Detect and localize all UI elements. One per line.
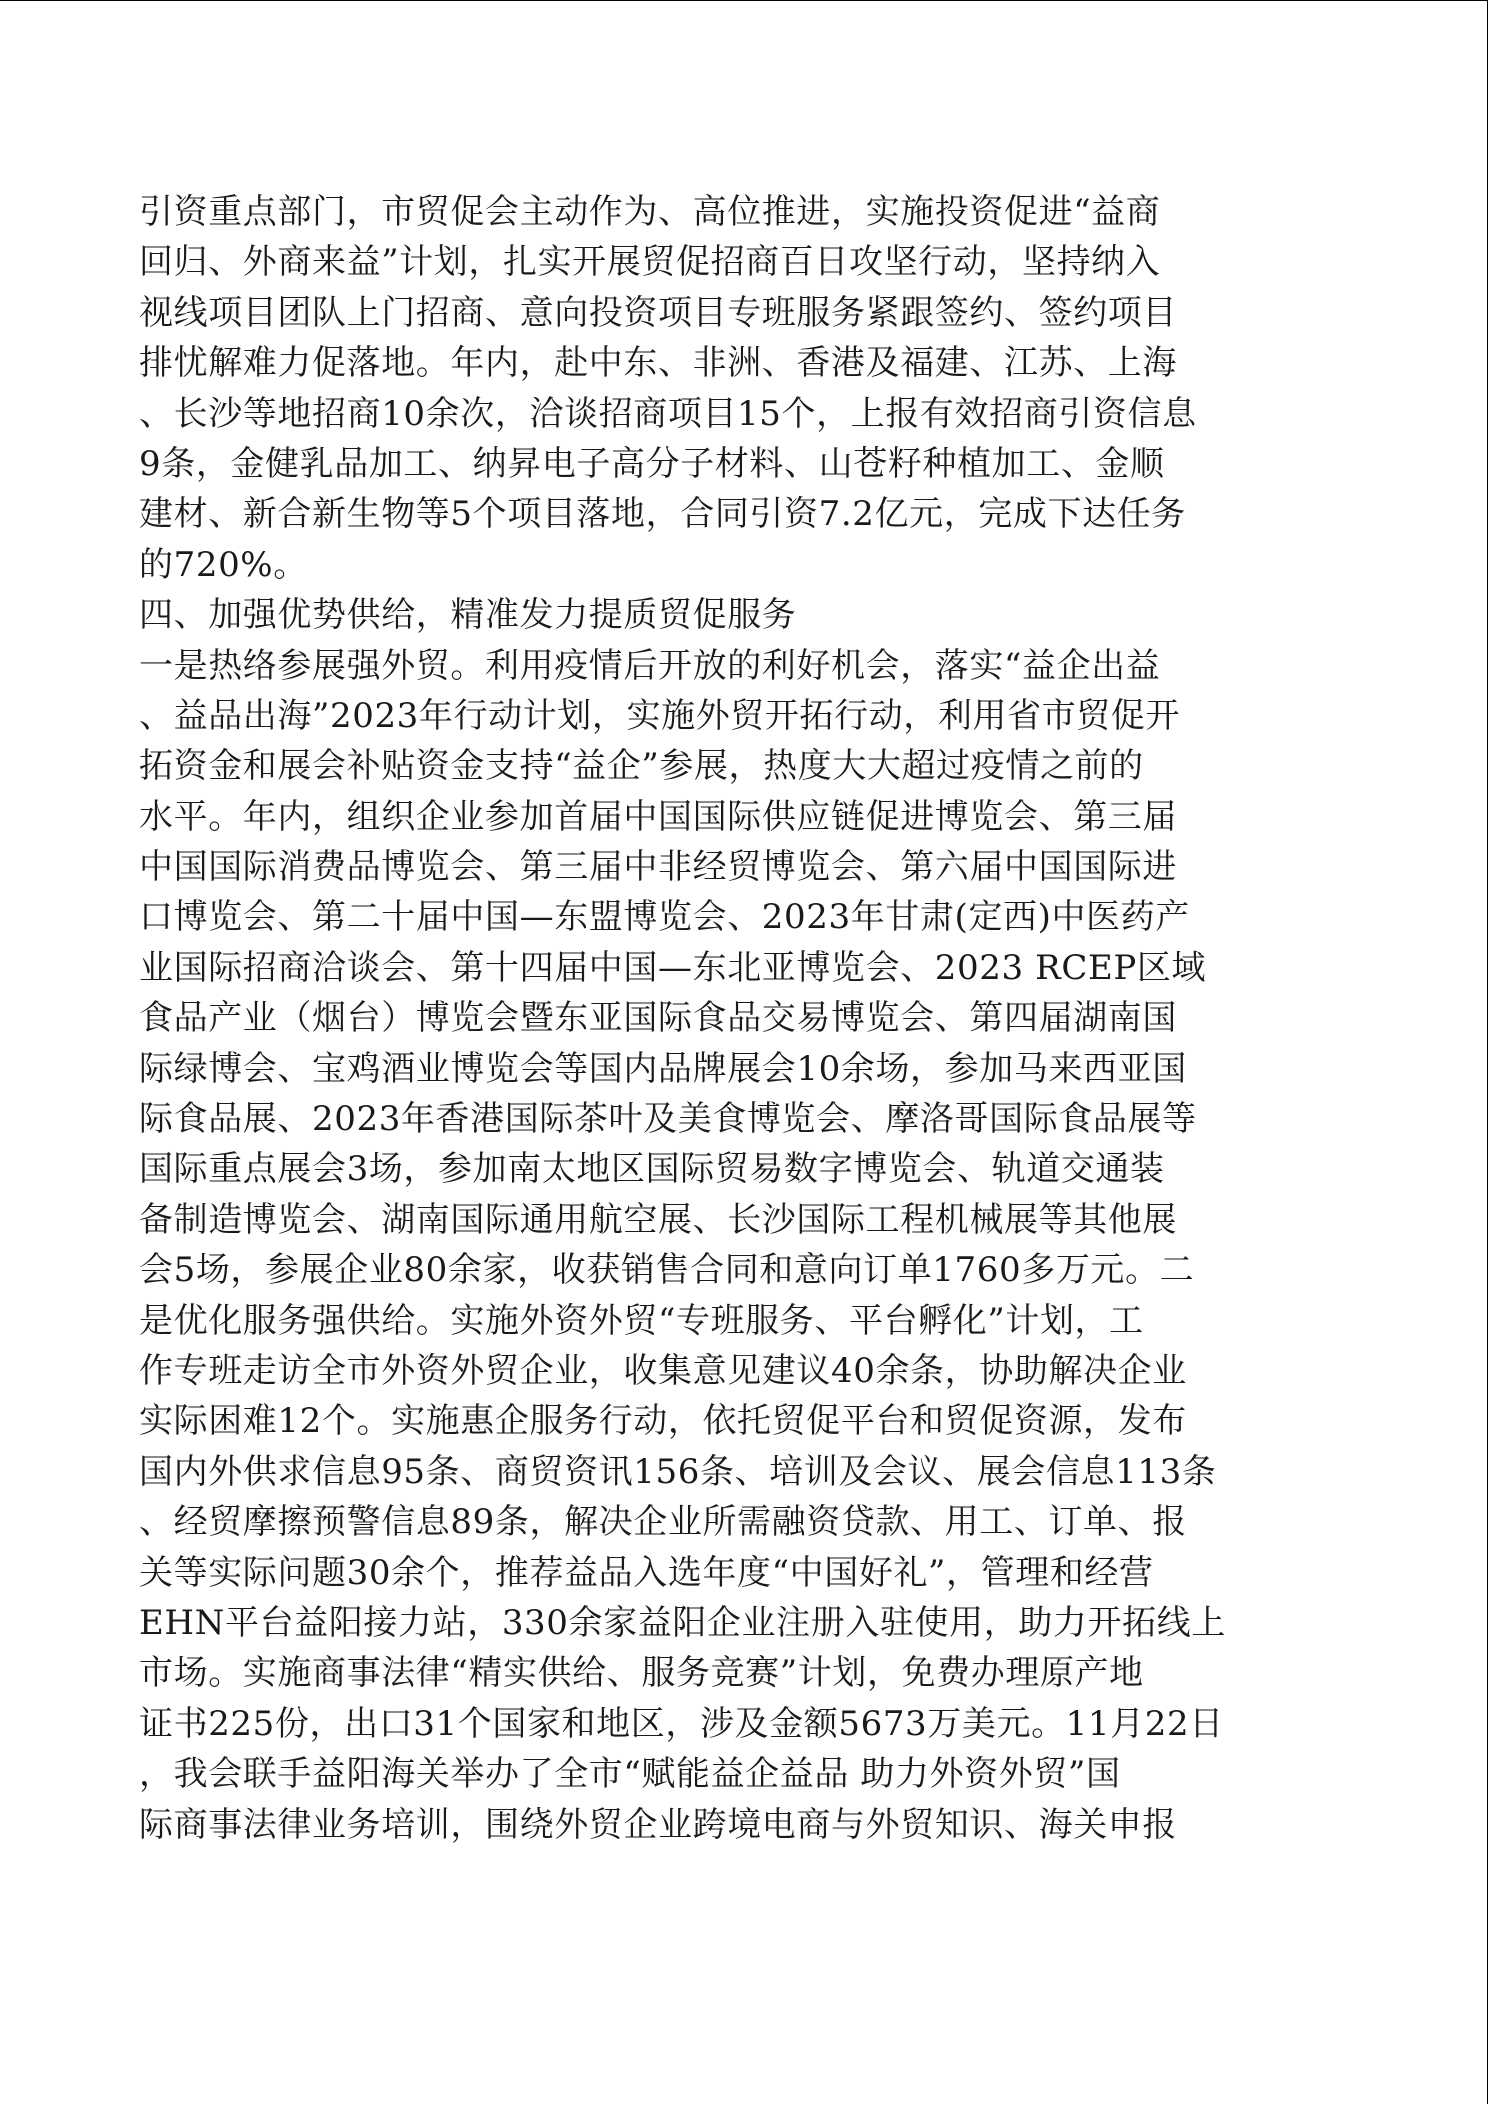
text-line: 、经贸摩擦预警信息89条，解决企业所需融资贷款、用工、订单、报	[139, 1502, 1187, 1543]
text-line: 会5场，参展企业80余家，收获销售合同和意向订单1760多万元。二	[139, 1250, 1195, 1291]
text-line: 食品产业（烟台）博览会暨东亚国际食品交易博览会、第四届湖南国	[139, 998, 1177, 1039]
text-line: 是优化服务强供给。实施外资外贸“专班服务、平台孵化”计划，工	[139, 1300, 1144, 1341]
body-text	[139, 187, 1339, 1850]
text-line: EHN平台益阳接力站，330余家益阳企业注册入驻使用，助力开拓线上	[139, 1602, 1226, 1643]
text-line: 建材、新合新生物等5个项目落地，合同引资7.2亿元，完成下达任务	[139, 494, 1186, 535]
text-line: 一是热络参展强外贸。利用疫情后开放的利好机会，落实“益企出益	[139, 645, 1161, 686]
text-line: 作专班走访全市外资外贸企业，收集意见建议40余条，协助解决企业	[139, 1350, 1187, 1391]
text-line: ，我会联手益阳海关举办了全市“赋能益企益品 助力外资外贸”国	[139, 1754, 1121, 1795]
text-line: 业国际招商洽谈会、第十四届中国—东北亚博览会、2023 RCEP区域	[139, 947, 1207, 988]
text-line: 证书225份，出口31个国家和地区，涉及金额5673万美元。11月22日	[139, 1703, 1224, 1744]
text-line: 关等实际问题30余个，推荐益品入选年度“中国好礼”，管理和经营	[139, 1552, 1154, 1593]
text-line: 、长沙等地招商10余次，洽谈招商项目15个，上报有效招商引资信息	[139, 393, 1197, 434]
text-line: 实际困难12个。实施惠企服务行动，依托贸促平台和贸促资源，发布	[139, 1401, 1187, 1442]
text-line: 、益品出海”2023年行动计划，实施外贸开拓行动，利用省市贸促开	[139, 695, 1181, 736]
text-line: 备制造博览会、湖南国际通用航空展、长沙国际工程机械展等其他展	[139, 1199, 1177, 1240]
text-line: 际食品展、2023年香港国际茶叶及美食博览会、摩洛哥国际食品展等	[139, 1099, 1197, 1140]
text-line: 拓资金和展会补贴资金支持“益企”参展，热度大大超过疫情之前的	[139, 746, 1144, 787]
text-line: 视线项目团队上门招商、意向投资项目专班服务紧跟签约、签约项目	[139, 292, 1177, 333]
text-line: 际商事法律业务培训，围绕外贸企业跨境电商与外贸知识、海关申报	[139, 1804, 1177, 1845]
text-line: 引资重点部门，市贸促会主动作为、高位推进，实施投资促进“益商	[139, 192, 1161, 232]
text-line: 的720%。	[139, 544, 308, 585]
text-line: 国际重点展会3场，参加南太地区国际贸易数字博览会、轨道交通装	[139, 1149, 1165, 1190]
text-line: 口博览会、第二十届中国—东盟博览会、2023年甘肃(定西)中医药产	[139, 897, 1190, 938]
text-line: 中国国际消费品博览会、第三届中非经贸博览会、第六届中国国际进	[139, 847, 1177, 888]
text-line: 市场。实施商事法律“精实供给、服务竞赛”计划，免费办理原产地	[139, 1653, 1144, 1694]
text-line: 际绿博会、宝鸡酒业博览会等国内品牌展会10余场，参加马来西亚国	[139, 1048, 1187, 1089]
text-line: 回归、外商来益”计划，扎实开展贸促招商百日攻坚行动，坚持纳入	[139, 242, 1161, 283]
text-line: 国内外供求信息95条、商贸资讯156条、培训及会议、展会信息113条	[139, 1451, 1217, 1492]
text-line: 水平。年内，组织企业参加首届中国国际供应链促进博览会、第三届	[139, 796, 1177, 837]
text-line: 排忧解难力促落地。年内，赴中东、非洲、香港及福建、江苏、上海	[139, 343, 1177, 384]
section-heading: 四、加强优势供给，精准发力提质贸促服务	[139, 595, 797, 636]
text-line: 9条，金健乳品加工、纳昇电子高分子材料、山苍籽种植加工、金顺	[139, 443, 1165, 484]
